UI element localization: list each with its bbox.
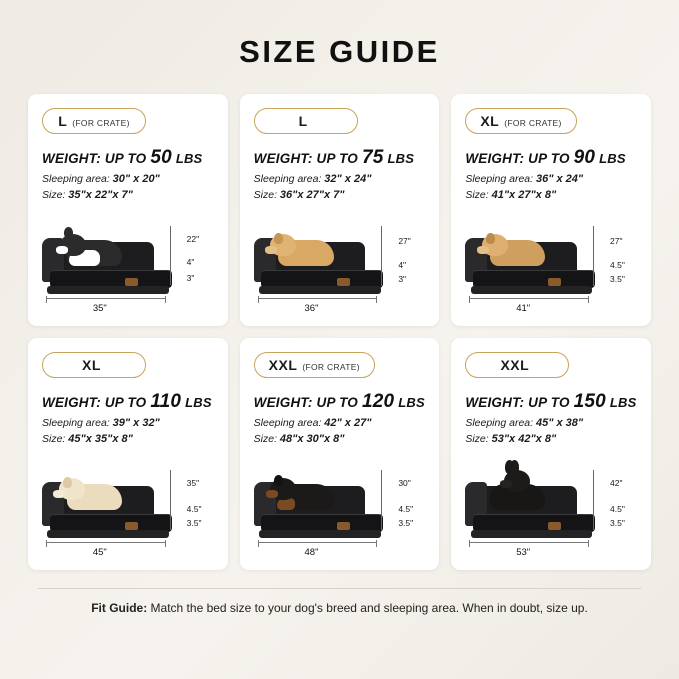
bed-illustration (240, 454, 440, 562)
weight-value: 75 (361, 147, 384, 168)
sleeping-area-value: 45" x 38" (535, 417, 584, 429)
dog-illustration-border-collie (63, 230, 130, 266)
bed-base (471, 286, 593, 294)
dim-label-width: 45" (92, 547, 107, 558)
dim-label-width: 48" (304, 547, 319, 558)
size-label: Size: (465, 433, 489, 445)
size-badge-label: XL (82, 357, 101, 373)
size-card (28, 94, 228, 326)
weight-line (254, 147, 426, 169)
dim-label-back-height: 35" (186, 478, 200, 488)
dim-label-base-height: 3.5" (398, 518, 414, 528)
fit-guide-note (28, 601, 651, 615)
height-dimensions (381, 470, 433, 536)
bed-illustration (28, 454, 228, 562)
bed-illustration (240, 210, 440, 318)
dim-label-width: 36" (304, 303, 319, 314)
size-label: Size: (465, 189, 489, 201)
sleeping-area-value: 30" x 20" (112, 173, 160, 185)
size-card (240, 94, 440, 326)
sleeping-area-line (465, 417, 637, 429)
sleeping-area-label: Sleeping area: (465, 417, 534, 429)
brand-tag (548, 522, 561, 530)
weight-prefix: WEIGHT: UP TO (42, 151, 147, 166)
dim-label-back-height: 27" (398, 236, 411, 246)
page-title: SIZE GUIDE (239, 34, 440, 69)
brand-tag (125, 522, 138, 530)
weight-line (254, 391, 426, 413)
sleeping-area-label: Sleeping area: (253, 417, 322, 429)
sleeping-area-label: Sleeping area: (253, 173, 322, 185)
height-dimensions (381, 226, 433, 292)
size-card (451, 94, 651, 326)
bed-drawing (42, 462, 172, 540)
height-dimensions (593, 470, 645, 536)
size-card (28, 338, 228, 570)
weight-value: 110 (150, 391, 182, 412)
bed-base (47, 286, 169, 294)
size-line (42, 433, 214, 445)
sleeping-area-label: Sleeping area: (465, 173, 534, 185)
weight-unit: LBS (398, 395, 425, 410)
size-badge (254, 352, 375, 378)
weight-line (465, 391, 637, 413)
size-value: 48"x 30"x 8" (279, 433, 345, 445)
weight-unit: LBS (609, 395, 637, 410)
brand-tag (337, 522, 350, 530)
size-value: 45"x 35"x 8" (68, 433, 133, 445)
size-line (254, 189, 426, 201)
weight-unit: LBS (387, 151, 415, 166)
dog-illustration-belgian-malinois (486, 474, 553, 510)
dim-label-base-height: 3" (186, 273, 195, 283)
size-line (42, 189, 214, 201)
weight-value: 90 (573, 147, 596, 168)
bed-illustration (451, 454, 651, 562)
size-badge-crate-note: (FOR CRATE) (72, 118, 130, 128)
sleeping-area-value: 42" x 27" (324, 417, 372, 429)
weight-line (42, 391, 214, 413)
size-card (451, 338, 651, 570)
dim-label-width: 41" (516, 303, 531, 314)
brand-tag (548, 278, 561, 286)
width-rule (46, 542, 166, 544)
weight-unit: LBS (185, 395, 212, 410)
width-rule (258, 298, 378, 300)
dog-illustration-yellow-labrador (63, 474, 130, 510)
dim-label-cushion-height: 4" (398, 260, 407, 270)
weight-line (42, 147, 214, 169)
dim-label-cushion-height: 4.5" (610, 260, 625, 270)
size-badge (465, 108, 576, 134)
size-label: Size: (253, 433, 277, 445)
weight-prefix: WEIGHT: UP TO (465, 151, 570, 166)
size-line (465, 433, 637, 445)
dim-label-back-height: 27" (610, 236, 623, 246)
bed-illustration (451, 210, 651, 318)
weight-prefix: WEIGHT: UP TO (253, 395, 359, 410)
dim-label-base-height: 3.5" (186, 518, 202, 528)
fit-guide-text: Match the bed size to your dog's breed and sleeping area. When in doubt, size up. (150, 601, 588, 615)
sleeping-area-label: Sleeping area: (42, 417, 110, 429)
weight-value: 50 (150, 147, 172, 168)
bed-base (471, 530, 593, 538)
sleeping-area-line (465, 173, 637, 185)
weight-prefix: WEIGHT: UP TO (253, 151, 359, 166)
weight-unit: LBS (599, 151, 626, 166)
sleeping-area-line (254, 173, 426, 185)
sleeping-area-value: 39" x 32" (112, 417, 160, 429)
bed-base (259, 530, 381, 538)
sleeping-area-value: 32" x 24" (324, 173, 372, 185)
bed-drawing (254, 462, 384, 540)
width-rule (469, 542, 589, 544)
size-card (240, 338, 440, 570)
sleeping-area-line (42, 417, 214, 429)
dim-label-cushion-height: 4.5" (610, 504, 625, 514)
bed-illustration (28, 210, 228, 318)
dim-label-back-height: 30" (398, 478, 411, 488)
footer-divider (38, 588, 641, 589)
size-value: 36"x 27"x 7" (279, 189, 345, 201)
sleeping-area-label: Sleeping area: (42, 173, 110, 185)
size-badge-label: L (58, 113, 68, 129)
sleeping-area-line (42, 173, 214, 185)
brand-tag (125, 278, 138, 286)
dim-label-base-height: 3.5" (610, 274, 625, 284)
size-label: Size: (42, 189, 66, 201)
sleeping-area-value: 36" x 24" (535, 173, 584, 185)
width-rule (46, 298, 166, 300)
dim-label-cushion-height: 4.5" (398, 504, 414, 514)
bed-drawing (42, 218, 172, 296)
size-value: 53"x 42"x 8" (491, 433, 557, 445)
size-line (465, 189, 637, 201)
size-badge-label: XXL (268, 357, 298, 373)
dim-label-cushion-height: 4" (186, 257, 195, 267)
weight-prefix: WEIGHT: UP TO (42, 395, 147, 410)
size-badge-label: XXL (500, 357, 530, 373)
brand-tag (337, 278, 350, 286)
weight-value: 150 (573, 391, 606, 412)
size-badge (42, 108, 146, 134)
size-label: Size: (253, 189, 277, 201)
size-badge-crate-note: (FOR CRATE) (504, 118, 562, 128)
bed-drawing (465, 218, 595, 296)
size-badge-label: L (298, 113, 308, 129)
weight-unit: LBS (175, 151, 203, 166)
dim-label-back-height: 22" (186, 234, 200, 244)
dim-label-cushion-height: 4.5" (186, 504, 202, 514)
fit-guide-label: Fit Guide: (91, 601, 148, 615)
height-dimensions (170, 470, 222, 536)
dim-label-back-height: 42" (610, 478, 623, 488)
size-badge (42, 352, 146, 378)
sleeping-area-line (254, 417, 426, 429)
dog-illustration-rottweiler (274, 474, 341, 510)
weight-value: 120 (361, 391, 395, 412)
bed-base (259, 286, 381, 294)
weight-prefix: WEIGHT: UP TO (465, 395, 570, 410)
size-badge-crate-note: (FOR CRATE) (302, 362, 360, 372)
height-dimensions (170, 226, 222, 292)
size-label: Size: (42, 433, 66, 445)
dim-label-width: 53" (516, 547, 531, 558)
dog-illustration-golden-retriever (486, 230, 553, 266)
dim-label-base-height: 3" (398, 274, 407, 284)
height-dimensions (593, 226, 645, 292)
size-card-grid (28, 94, 651, 570)
bed-base (47, 530, 169, 538)
dog-illustration-golden-retriever (274, 230, 341, 266)
size-badge (465, 352, 569, 378)
size-line (254, 433, 426, 445)
weight-line (465, 147, 637, 169)
size-value: 41"x 27"x 8" (491, 189, 557, 201)
size-value: 35"x 22"x 7" (68, 189, 133, 201)
dim-label-base-height: 3.5" (610, 518, 625, 528)
width-rule (258, 542, 378, 544)
dim-label-width: 35" (92, 303, 107, 314)
bed-drawing (465, 462, 595, 540)
size-badge-label: XL (480, 113, 500, 129)
size-badge (254, 108, 358, 134)
width-rule (469, 298, 589, 300)
bed-drawing (254, 218, 384, 296)
